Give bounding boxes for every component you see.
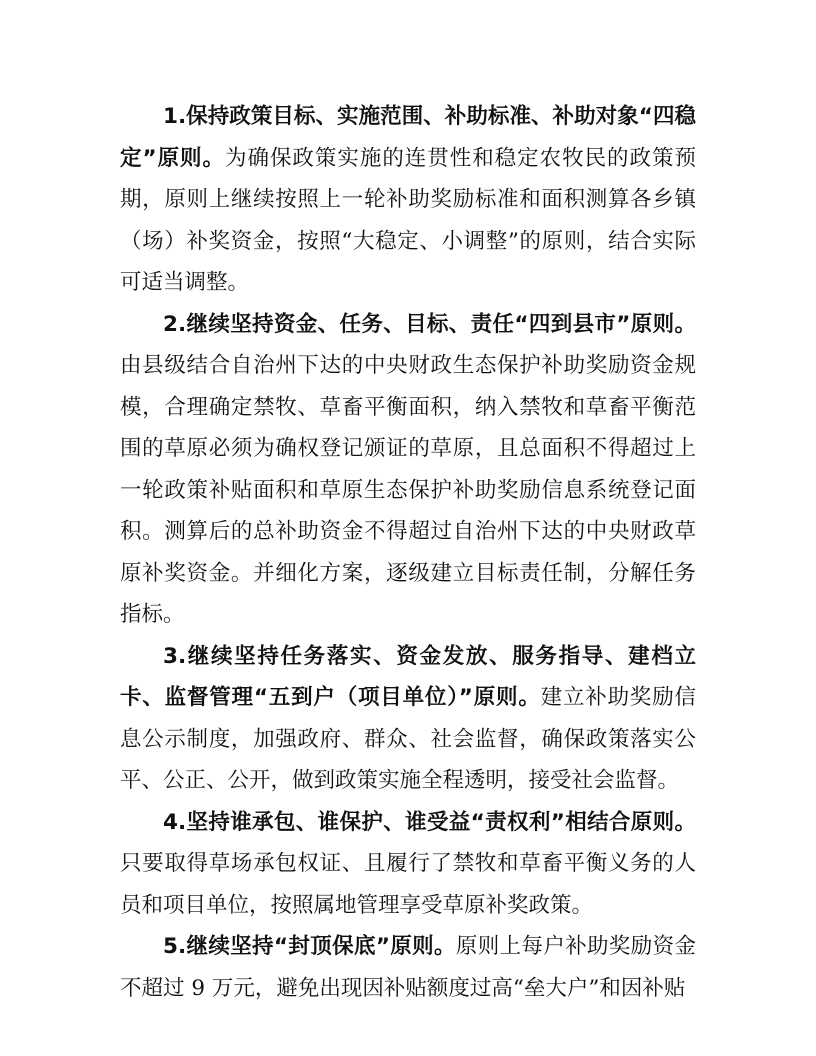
- paragraph-2-body: 由县级结合自治州下达的中央财政生态保护补助奖励资金规模，合理确定禁牧、草畜平衡面积，纳入禁牧和草畜平衡范围的草原必须为确权登记颁证的草原，且总面积不得超过上一轮政策补贴面积和草原生态保护补助奖励信息系统登记面积。测算后的总补助资金不得超过自治州下达的中央财政草原补奖资金。并细化方案，逐级建立目标责任制，分解任务指标。: [120, 353, 696, 627]
- paragraph-4-body: 只要取得草场承包权证、且履行了禁牧和草畜平衡义务的人员和项目单位，按照属地管理享受草原补奖政策。: [120, 851, 696, 918]
- paragraph-5-body: 原则上每户补助奖励资金不超过 9 万元，避免出现因补贴额度过高“垒大户”和因补贴: [120, 934, 696, 1001]
- paragraph-3: [120, 636, 696, 802]
- paragraph-4-heading: 4.坚持谁承包、谁保护、谁受益“责权利”相结合原则。: [163, 809, 696, 835]
- paragraph-5-heading: 5.继续坚持“封顶保底”原则。: [163, 934, 456, 959]
- document-page: [120, 96, 696, 1009]
- paragraph-3-heading: 3.继续坚持任务落实、资金发放、服务指导、建档立卡、监督管理“五到户（项目单位）”原则。: [120, 643, 696, 710]
- paragraph-2-heading: 2.继续坚持资金、任务、目标、责任“四到县市”原则。: [163, 311, 696, 337]
- paragraph-1-heading: 1.保持政策目标、实施范围、补助标准、补助对象“四稳定”原则。: [120, 104, 696, 171]
- paragraph-2: [120, 304, 696, 636]
- paragraph-4: [120, 802, 696, 927]
- paragraph-1-body: 为确保政策实施的连贯性和稳定农牧民的政策预期，原则上继续按照上一轮补助奖励标准和面积测算各乡镇（场）补奖资金，按照“大稳定、小调整”的原则，结合实际可适当调整。: [120, 145, 696, 295]
- paragraph-1: [120, 96, 696, 304]
- paragraph-5: [120, 926, 696, 1009]
- paragraph-3-body: 建立补助奖励信息公示制度，加强政府、群众、社会监督，确保政策落实公平、公正、公开，做到政策实施全程透明，接受社会监督。: [120, 685, 696, 793]
